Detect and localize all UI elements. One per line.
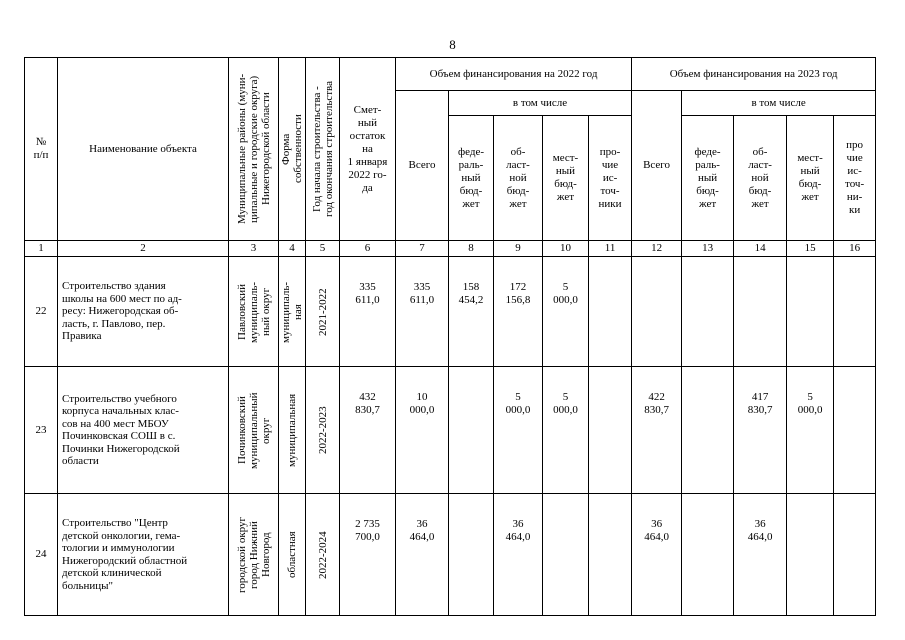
table-row	[25, 257, 876, 367]
header-fed-2022: феде- раль- ный бюд- жет	[449, 116, 494, 241]
header-district: Муниципальные районы (муни- ципальные и городские округа) Нижегородской области	[229, 58, 279, 241]
header-loc-2023: мест- ный бюд- жет	[787, 116, 834, 241]
years: 2022-2024	[306, 494, 340, 616]
column-number: 14	[734, 241, 787, 257]
district: Павловский муниципаль- ный округ	[229, 257, 279, 367]
total-2023	[632, 257, 682, 367]
header-reg-2023: об- ласт- ной бюд- жет	[734, 116, 787, 241]
federal-2023	[682, 257, 734, 367]
total-2022: 335 611,0	[396, 257, 449, 367]
years: 2021-2022	[306, 257, 340, 367]
other-2022	[589, 494, 632, 616]
header-years: Год начала строительства - год окончания строительства	[306, 58, 340, 241]
column-number: 4	[279, 241, 306, 257]
local-2022: 5 000,0	[543, 367, 589, 494]
row-number: 23	[25, 367, 58, 494]
estimate: 2 735 700,0	[340, 494, 396, 616]
column-number: 12	[632, 241, 682, 257]
header-total-2022: Всего	[396, 91, 449, 241]
header-fin-2023: Объем финансирования на 2023 год	[632, 58, 876, 91]
district: Починковский муниципальный округ	[229, 367, 279, 494]
column-number: 10	[543, 241, 589, 257]
local-2023: 5 000,0	[787, 367, 834, 494]
column-number: 2	[58, 241, 229, 257]
header-reg-2022: об- ласт- ной бюд- жет	[494, 116, 543, 241]
header-object-name: Наименование объекта	[58, 58, 229, 241]
total-2023: 422 830,7	[632, 367, 682, 494]
header-ownership: Форма собственности	[279, 58, 306, 241]
column-number: 7	[396, 241, 449, 257]
years: 2022-2023	[306, 367, 340, 494]
local-2023	[787, 494, 834, 616]
column-number: 9	[494, 241, 543, 257]
header-oth-2023: про чие ис- точ- ни- ки	[834, 116, 876, 241]
header-fed-2023: феде- раль- ный бюд- жет	[682, 116, 734, 241]
federal-2023	[682, 367, 734, 494]
header-incl-2022: в том числе	[449, 91, 632, 116]
other-2023	[834, 257, 876, 367]
row-number: 22	[25, 257, 58, 367]
column-number: 15	[787, 241, 834, 257]
column-number: 8	[449, 241, 494, 257]
ownership: муниципаль- ная	[279, 257, 306, 367]
regional-2023: 417 830,7	[734, 367, 787, 494]
estimate: 432 830,7	[340, 367, 396, 494]
header-num: № п/п	[25, 58, 58, 241]
total-2023: 36 464,0	[632, 494, 682, 616]
column-number: 5	[306, 241, 340, 257]
column-number: 6	[340, 241, 396, 257]
header-estimate: Смет- ный остаток на 1 января 2022 го- да	[340, 58, 396, 241]
column-number: 11	[589, 241, 632, 257]
ownership: областная	[279, 494, 306, 616]
row-number: 24	[25, 494, 58, 616]
column-number: 3	[229, 241, 279, 257]
financing-table	[24, 57, 876, 616]
federal-2022: 158 454,2	[449, 257, 494, 367]
header-oth-2022: про- чие ис- точ- ники	[589, 116, 632, 241]
column-number: 16	[834, 241, 876, 257]
total-2022: 36 464,0	[396, 494, 449, 616]
other-2022	[589, 257, 632, 367]
local-2022: 5 000,0	[543, 257, 589, 367]
other-2023	[834, 367, 876, 494]
object-name: Строительство учебного корпуса начальных клас- сов на 400 мест МБОУ Починковская СОШ в с. Починки Нижегородской области	[58, 367, 229, 494]
column-number-row	[25, 241, 876, 257]
local-2023	[787, 257, 834, 367]
header-incl-2023: в том числе	[682, 91, 876, 116]
column-number: 13	[682, 241, 734, 257]
federal-2022	[449, 494, 494, 616]
local-2022	[543, 494, 589, 616]
other-2022	[589, 367, 632, 494]
regional-2023: 36 464,0	[734, 494, 787, 616]
estimate: 335 611,0	[340, 257, 396, 367]
ownership: муниципальная	[279, 367, 306, 494]
district: городской округ город Нижний Новгород	[229, 494, 279, 616]
other-2023	[834, 494, 876, 616]
regional-2022: 172 156,8	[494, 257, 543, 367]
header-total-2023: Всего	[632, 91, 682, 241]
regional-2022: 36 464,0	[494, 494, 543, 616]
header-row-1	[25, 58, 876, 91]
regional-2022: 5 000,0	[494, 367, 543, 494]
header-loc-2022: мест- ный бюд- жет	[543, 116, 589, 241]
object-name: Строительство здания школы на 600 мест по ад- ресу: Нижегородская об- ласть, г. Павлово, пер. Правика	[58, 257, 229, 367]
header-fin-2022: Объем финансирования на 2022 год	[396, 58, 632, 91]
federal-2022	[449, 367, 494, 494]
object-name: Строительство "Центр детской онкологии, гема- тологии и иммунологии Нижегородский областной детской клинической больницы"	[58, 494, 229, 616]
table-row	[25, 494, 876, 616]
page-number: 8	[449, 37, 456, 52]
table-row	[25, 367, 876, 494]
total-2022: 10 000,0	[396, 367, 449, 494]
federal-2023	[682, 494, 734, 616]
regional-2023	[734, 257, 787, 367]
column-number: 1	[25, 241, 58, 257]
